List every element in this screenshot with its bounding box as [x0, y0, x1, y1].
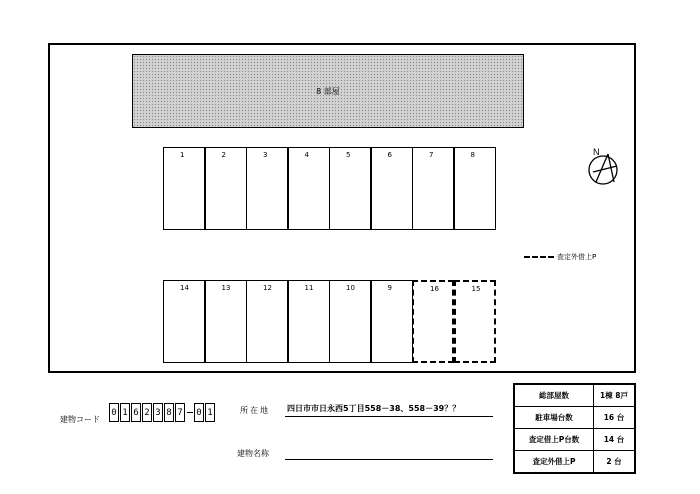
parking-stall — [246, 280, 288, 363]
stall-number: 5 — [346, 151, 351, 159]
stall-number: 9 — [387, 284, 392, 292]
parking-stall — [329, 280, 371, 363]
building-code-label: 建物コード — [60, 415, 100, 424]
code-digit-box: 3 — [153, 403, 163, 422]
code-digit-box: 2 — [142, 403, 152, 422]
parking-stall — [288, 280, 330, 363]
summary-row — [514, 451, 635, 474]
stall-number: 11 — [304, 284, 314, 292]
north-arrow-icon — [584, 146, 624, 190]
stall-number: 8 — [470, 151, 475, 159]
stall-number: 3 — [263, 151, 268, 159]
address-label: 所在地 — [240, 406, 270, 415]
parking-stall — [246, 147, 288, 230]
north-label: N — [593, 147, 600, 157]
building-name-label: 建物名称 — [237, 449, 269, 458]
parking-stall — [205, 147, 247, 230]
parking-stall — [163, 147, 205, 230]
code-separator — [187, 412, 193, 413]
summary-label: 駐車場台数 — [514, 407, 594, 429]
legend — [524, 252, 596, 262]
parking-stall — [288, 147, 330, 230]
stall-number: 2 — [221, 151, 226, 159]
code-digit-box: 0 — [194, 403, 204, 422]
summary-value: 1棟 8戸 — [594, 384, 636, 407]
parking-stall — [163, 280, 205, 363]
stall-number: 16 — [430, 285, 439, 293]
summary-value: 2 台 — [594, 451, 636, 474]
code-digit-box: 0 — [109, 403, 119, 422]
parking-stall — [371, 147, 413, 230]
code-digit-box: 7 — [175, 403, 185, 422]
summary-row — [514, 407, 635, 429]
stall-number: 7 — [429, 151, 434, 159]
summary-row — [514, 429, 635, 451]
stall-number: 6 — [387, 151, 392, 159]
summary-label: 査定外借上P — [514, 451, 594, 474]
summary-table — [513, 383, 636, 474]
parking-stall — [371, 280, 413, 363]
building-code — [109, 403, 216, 422]
summary-row — [514, 384, 635, 407]
building-block — [132, 54, 524, 128]
code-digit-box: 6 — [131, 403, 141, 422]
stall-number: 12 — [263, 284, 272, 292]
summary-value: 14 台 — [594, 429, 636, 451]
stall-number: 1 — [180, 151, 185, 159]
stall-number: 4 — [304, 151, 309, 159]
code-digit-box: 1 — [120, 403, 130, 422]
stall-number: 15 — [471, 285, 481, 293]
code-digit-box: 8 — [164, 403, 174, 422]
parking-stall — [205, 280, 247, 363]
parking-stall — [454, 280, 496, 363]
stall-number: 13 — [221, 284, 231, 292]
summary-label: 査定借上P台数 — [514, 429, 594, 451]
building-name-underline — [285, 459, 493, 460]
parking-stall — [329, 147, 371, 230]
parking-stall — [412, 280, 454, 363]
summary-value: 16 台 — [594, 407, 636, 429]
summary-label: 総部屋数 — [514, 384, 594, 407]
legend-dashed-line — [524, 256, 554, 258]
legend-label: 査定外借上P — [557, 253, 597, 261]
code-digit-box: 1 — [205, 403, 215, 422]
building-label: 8 部屋 — [316, 86, 340, 96]
parking-stall — [412, 147, 454, 230]
address-value: 四日市市日永西5丁目558－38、558－39？？ — [287, 404, 461, 413]
address-underline — [285, 416, 493, 417]
parking-stall — [454, 147, 496, 230]
stall-number: 10 — [346, 284, 355, 292]
stall-number: 14 — [180, 284, 189, 292]
